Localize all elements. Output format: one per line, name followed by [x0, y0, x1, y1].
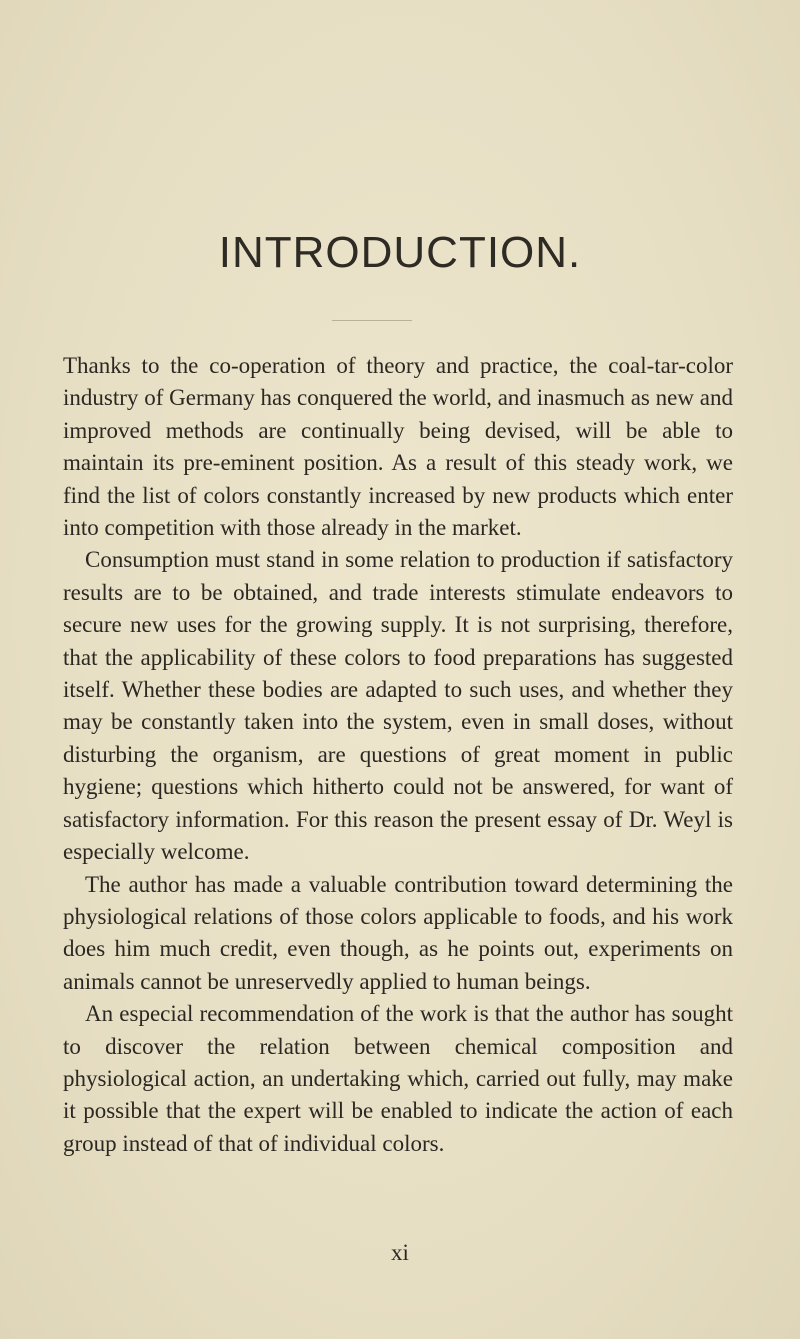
- paragraph: Thanks to the co-operation of theory and practice, the coal-tar-color industry of Germany has conquered the world, and inasmuch as new and improved methods are continually being devised, will be able to maintain its pre-eminent position. As a result of this steady work, we find the list of colors constantly increased by new products which enter into competition with those already in the market.: [63, 353, 733, 541]
- paragraph: An especial recommendation of the work is that the author has sought to discover the relation between chemical composition and physiological action, an undertaking which, carried out fully, may make it possible that the expert will be enabled to indicate the action of each group instead of that of individual colors.: [63, 1001, 733, 1156]
- page-number: xi: [391, 1240, 409, 1265]
- body-text: [63, 350, 733, 1160]
- chapter-title: INTRODUCTION.: [218, 228, 582, 277]
- paragraph: The author has made a valuable contribution toward determining the physiological relations of those colors applicable to foods, and his work does him much credit, even though, as he points out, experiments on animals cannot be unreservedly applied to human beings.: [63, 871, 733, 994]
- title-divider: [332, 320, 412, 321]
- paragraph: Consumption must stand in some relation to production if satisfactory results are to be obtained, and trade interests stimulate endeavors to secure new uses for the growing supply. It is not surprising, therefore, that the applicability of these colors to food preparations has suggested itself. Whether these bodies are adapted to such uses, and whether they may be constantly taken into the system, even in small doses, without disturbing the organism, are questions of great moment in public hygiene; questions which hitherto could not be answered, for want of satisfactory information. For this reason the present essay of Dr. Weyl is especially welcome.: [63, 547, 733, 865]
